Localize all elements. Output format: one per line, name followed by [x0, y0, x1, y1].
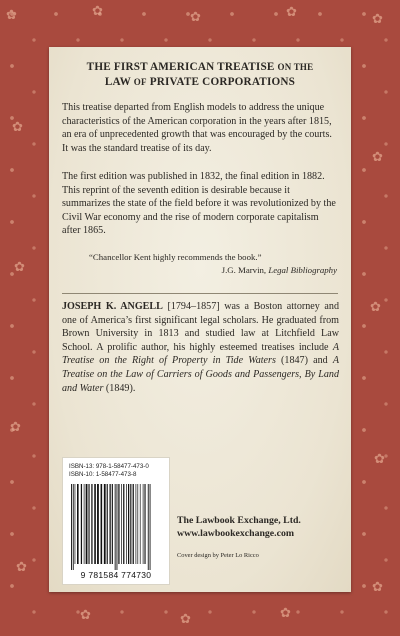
barcode-bar [112, 484, 113, 564]
title-connector: OF [133, 77, 147, 87]
bio-work-2: A Treatise on the Law of Carriers of Goods and Passengers, By Land and Water [62, 355, 339, 394]
quote-attribution [89, 264, 337, 277]
description-paragraph-1: This treatise departed from English models to address the unique characteristics of the American corporation in the years after 1815, an era of unprecedented growth that was encouraged by the courts. It was the standard treatise of its day. [62, 102, 332, 154]
barcode-bar [77, 484, 79, 564]
barcode-bar [148, 484, 149, 570]
barcode-bar [143, 484, 144, 564]
floral-ornament: ✿ [372, 11, 383, 26]
isbn-barcode [62, 457, 170, 585]
barcode-bar [88, 484, 89, 564]
floral-ornament: ✿ [14, 259, 25, 274]
barcode-bar [118, 484, 119, 564]
floral-ornament: ✿ [16, 559, 27, 574]
barcode-bar [81, 484, 82, 564]
divider-rule [62, 293, 338, 294]
barcode-number: 9 781584 774730 [80, 570, 152, 580]
barcode-bar [71, 484, 72, 570]
floral-ornament: ✿ [10, 419, 21, 434]
floral-ornament: ✿ [180, 611, 191, 626]
barcode-bar [75, 484, 76, 564]
floral-ornament: ✿ [280, 605, 291, 620]
barcode-bar [136, 484, 137, 564]
floral-ornament: ✿ [80, 607, 91, 622]
floral-ornament: ✿ [372, 149, 383, 164]
publisher-block [177, 514, 347, 560]
author-bio [62, 300, 339, 395]
barcode-bar [117, 484, 118, 570]
title-main-1: THE FIRST AMERICAN TREATISE [86, 61, 275, 73]
cover-design-credit: Cover design by Peter Lo Ricco [177, 552, 259, 559]
barcode-bar [144, 484, 145, 564]
title-main-3: PRIVATE CORPORATIONS [149, 76, 296, 88]
floral-ornament: ✿ [372, 579, 383, 594]
back-cover-panel [49, 47, 351, 592]
quote-text: “Chancellor Kent highly recommends the book.” [89, 252, 262, 262]
floral-ornament: ✿ [374, 451, 385, 466]
floral-ornament: ✿ [6, 7, 17, 22]
floral-ornament: ✿ [92, 3, 103, 18]
floral-ornament: ✿ [190, 9, 201, 24]
barcode-bar [110, 484, 111, 564]
barcode-bar [150, 484, 151, 570]
quote-work: Legal Bibliography [268, 265, 337, 275]
barcode-bar [128, 484, 129, 564]
quote-author: J.G. Marvin, [221, 265, 269, 275]
barcode-bar [130, 484, 131, 564]
book-title [59, 60, 341, 90]
author-name: JOSEPH K. ANGELL [62, 301, 163, 312]
barcode-bar [86, 484, 88, 564]
publisher-name: The Lawbook Exchange, Ltd. [177, 515, 301, 526]
isbn-13: ISBN-13: 978-1-58477-473-0 [69, 463, 149, 470]
bio-text-3: (1849). [103, 382, 136, 394]
barcode-bars [70, 484, 162, 570]
barcode-bar [101, 484, 103, 564]
floral-ornament: ✿ [370, 299, 381, 314]
barcode-bar [91, 484, 92, 564]
bio-text-2: (1847) and [275, 355, 333, 367]
barcode-bar [133, 484, 134, 564]
barcode-bar [107, 484, 108, 564]
barcode-bar [123, 484, 124, 564]
barcode-bar [126, 484, 127, 564]
isbn-10: ISBN-10: 1-58477-473-8 [69, 471, 137, 478]
barcode-bar [94, 484, 96, 564]
publisher-website-link[interactable]: www.lawbookexchange.com [177, 528, 295, 539]
barcode-bar [73, 484, 74, 570]
title-connector: ON THE [277, 62, 314, 72]
barcode-bar [115, 484, 116, 570]
barcode-bar [140, 484, 141, 564]
floral-ornament: ✿ [286, 4, 297, 19]
bio-work-1: A Treatise on the Right of Property in Tide Waters [62, 341, 339, 367]
barcode-bar [84, 484, 85, 564]
barcode-bar [104, 484, 106, 564]
barcode-bar [97, 484, 99, 564]
review-quote [89, 251, 337, 277]
title-main-2: LAW [104, 76, 131, 88]
bio-text-1: [1794–1857] was a Boston attorney and one of America’s first significant legal scholars. He graduated from Brown University in 1813 and studied law at Litchfield Law School. A prolific author, his highly esteemed treatises include [62, 301, 339, 353]
barcode-bar [137, 484, 138, 564]
floral-ornament: ✿ [12, 119, 23, 134]
barcode-bar [121, 484, 122, 564]
description-paragraph-2: The first edition was published in 1832, the final edition in 1882. This reprint of the seventh edition is desirable because it summarizes the state of the field before it was revolutionized by the Civil War economy and the rise of modern corporate capitalism after 1865. [62, 171, 336, 237]
